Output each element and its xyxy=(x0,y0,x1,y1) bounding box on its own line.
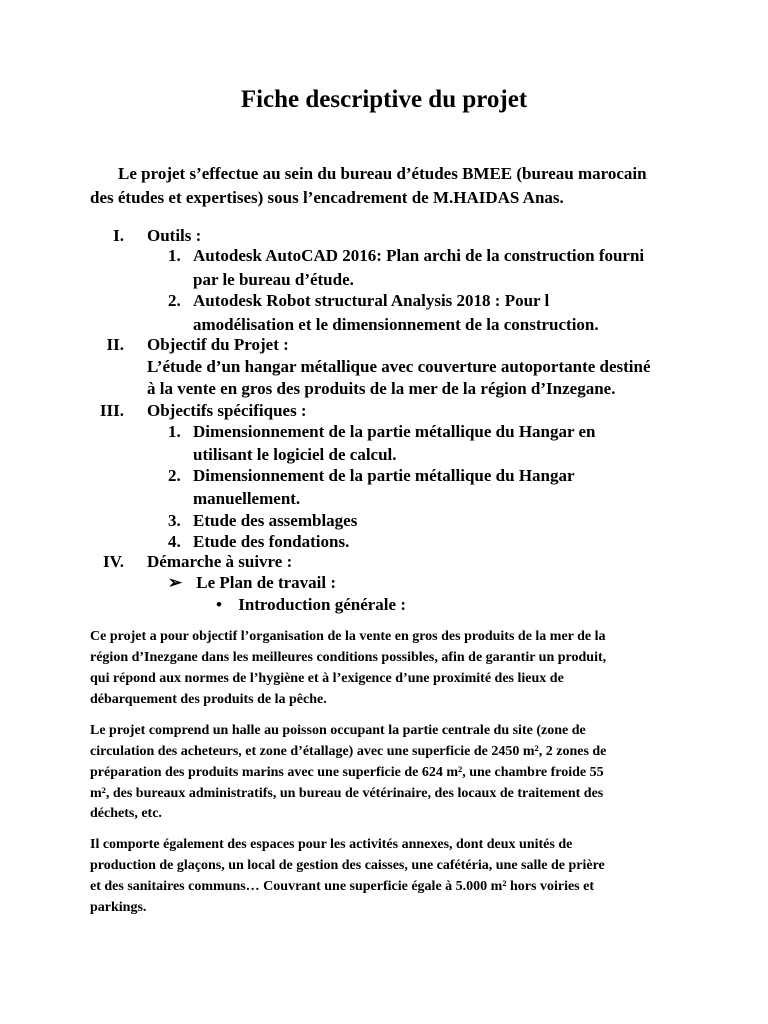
bullet-icon: • xyxy=(216,595,222,614)
section-numeral: IV. xyxy=(103,552,124,571)
list-item: Etude des assemblages xyxy=(193,511,358,530)
paragraph-line: production de glaçons, un local de gestion des caisses, une cafétéria, une salle de prière xyxy=(90,858,605,873)
intro-line: des études et expertises) sous l’encadrement de M.HAIDAS Anas. xyxy=(90,188,564,207)
section-numeral: I. xyxy=(113,226,124,245)
section-heading-outils: Outils : xyxy=(147,226,202,245)
section-numeral: III. xyxy=(99,401,124,420)
paragraph-line: région d’Inezgane dans les meilleures conditions possibles, afin de garantir un produit, xyxy=(90,650,607,665)
list-item: Autodesk Robot structural Analysis 2018 : Pour l xyxy=(193,291,550,310)
objectif-line: L’étude d’un hangar métallique avec couverture autoportante destiné xyxy=(147,357,651,376)
list-item: par le bureau d’étude. xyxy=(193,270,354,289)
list-number: 4. xyxy=(168,532,181,551)
list-item: Autodesk AutoCAD 2016: Plan archi de la construction fourni xyxy=(193,246,645,265)
plan-label: Le Plan de travail : xyxy=(196,573,337,592)
list-item: Etude des fondations. xyxy=(193,532,350,551)
bullet-item xyxy=(216,595,406,615)
paragraph-line: circulation des acheteurs, et zone d’étallage) avec une superficie de 2450 m², 2 zones de xyxy=(90,744,607,759)
intro-line: Le projet s’effectue au sein du bureau d’études BMEE (bureau marocain xyxy=(118,164,647,183)
objectif-line: à la vente en gros des produits de la mer de la région d’Inzegane. xyxy=(147,379,616,398)
list-item: utilisant le logiciel de calcul. xyxy=(193,445,397,464)
paragraph-line: parkings. xyxy=(90,900,147,915)
list-item: Dimensionnement de la partie métallique du Hangar en xyxy=(193,422,596,441)
plan-item xyxy=(168,573,336,593)
list-item: manuellement. xyxy=(193,489,301,508)
chevron-right-icon: ➢ xyxy=(168,573,183,592)
paragraph-line: Ce projet a pour objectif l’organisation de la vente en gros des produits de la mer de la xyxy=(90,629,606,644)
paragraph-line: m², des bureaux administratifs, un bureau de vétérinaire, des locaux de traitement des xyxy=(90,786,604,801)
paragraph-line: déchets, etc. xyxy=(90,806,162,821)
paragraph-line: débarquement des produits de la pêche. xyxy=(90,692,327,707)
bullet-label: Introduction générale : xyxy=(238,595,406,614)
paragraph-line: Le projet comprend un halle au poisson occupant la partie centrale du site (zone de xyxy=(90,723,586,738)
list-number: 2. xyxy=(168,466,181,485)
section-heading-specifiques: Objectifs spécifiques : xyxy=(147,401,307,420)
paragraph-line: et des sanitaires communs… Couvrant une superficie égale à 5.000 m² hors voiries et xyxy=(90,879,594,894)
paragraph-line: Il comporte également des espaces pour les activités annexes, dont deux unités de xyxy=(90,837,573,852)
paragraph-line: préparation des produits marins avec une superficie de 624 m², une chambre froide 55 xyxy=(90,765,604,780)
page-title: Fiche descriptive du projet xyxy=(240,86,528,113)
paragraph-line: qui répond aux normes de l’hygiène et à l’exigence d’une proximité des lieux de xyxy=(90,671,564,686)
list-number: 3. xyxy=(168,511,181,530)
section-heading-objectif: Objectif du Projet : xyxy=(147,335,289,354)
list-number: 1. xyxy=(168,246,181,265)
section-numeral: II. xyxy=(106,335,124,354)
list-item: Dimensionnement de la partie métallique du Hangar xyxy=(193,466,575,485)
list-number: 1. xyxy=(168,422,181,441)
list-number: 2. xyxy=(168,291,181,310)
section-heading-demarche: Démarche à suivre : xyxy=(147,552,293,571)
list-item: amodélisation et le dimensionnement de la construction. xyxy=(193,315,599,334)
